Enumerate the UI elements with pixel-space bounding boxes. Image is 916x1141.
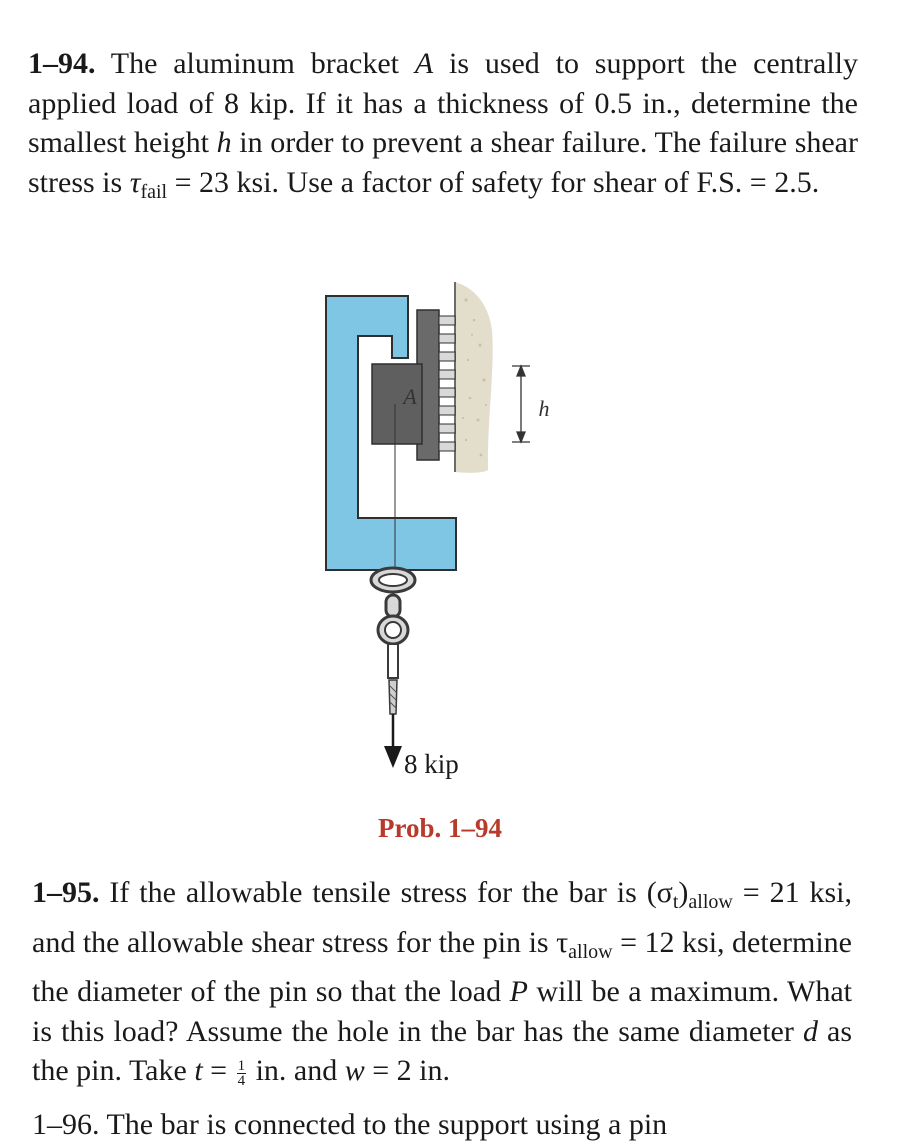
fraction-one-quarter [237,1059,247,1088]
problem-text: The aluminum bracket [110,47,399,80]
label-a: A [403,384,417,409]
problem-text: as the pin. Take [32,1014,852,1087]
variable-d: d [802,1014,818,1048]
tau-symbol: τ [129,165,141,199]
fraction-denominator: 4 [237,1072,246,1089]
sigma-subscript-t: t [672,891,679,913]
bolts [439,316,455,451]
load-label: 8 kip [404,749,459,779]
equals-sign: = [210,1054,228,1087]
figure-caption: Prob. 1–94 [377,813,502,843]
sigma-subscript-allow: allow [688,891,733,913]
variable-t: t [194,1054,203,1087]
tau-symbol: τ [556,925,569,959]
problem-text: is used to support the centrally applied load of 8 kip. If it has a thickness of 0.5 in., determine the smallest height [28,47,859,159]
cutoff-text: 1–96. The bar is connected to the support using a pin [32,1108,668,1141]
variable-a: A [414,47,434,80]
variable-h: h [216,126,232,159]
wall [455,282,493,473]
bracket-figure [0,270,916,810]
load-arrow [384,746,402,768]
tau-subscript-fail: fail [140,180,168,203]
problem-1-94 [28,44,858,212]
problem-text: = 12 ksi, determine the diameter of the pin so that the load [32,925,853,1008]
problem-text: = 23 ksi. Use a factor of safety for shear of F.S. = 2.5. [174,165,820,199]
problem-text: in order to prevent a shear failure. The failure shear stress is [28,126,858,199]
tau-subscript-allow: allow [568,940,613,963]
fraction-numerator: 1 [237,1057,246,1074]
cutoff-next-problem [32,1108,852,1141]
cable [388,644,398,752]
dimension-h [512,366,530,442]
problem-text: If the allowable tensile stress for the bar is (σ [109,876,673,909]
problem-text: = 2 in. [372,1054,451,1087]
variable-p: P [509,975,528,1008]
problem-text: will be a maximum. What is this load? Assume the hole in the bar has the same diameter [32,975,853,1048]
variable-w: w [344,1054,365,1087]
problem-number: 1–95. [32,876,100,909]
problem-text: in. and [255,1054,338,1087]
problem-text: = 21 ksi, and the allowable shear stress for the pin is [32,876,852,959]
chain [371,568,415,644]
problem-text: ) [678,876,689,909]
label-h: h [538,396,550,421]
problem-number: 1–94. [28,47,96,80]
problem-1-95 [32,873,852,1091]
